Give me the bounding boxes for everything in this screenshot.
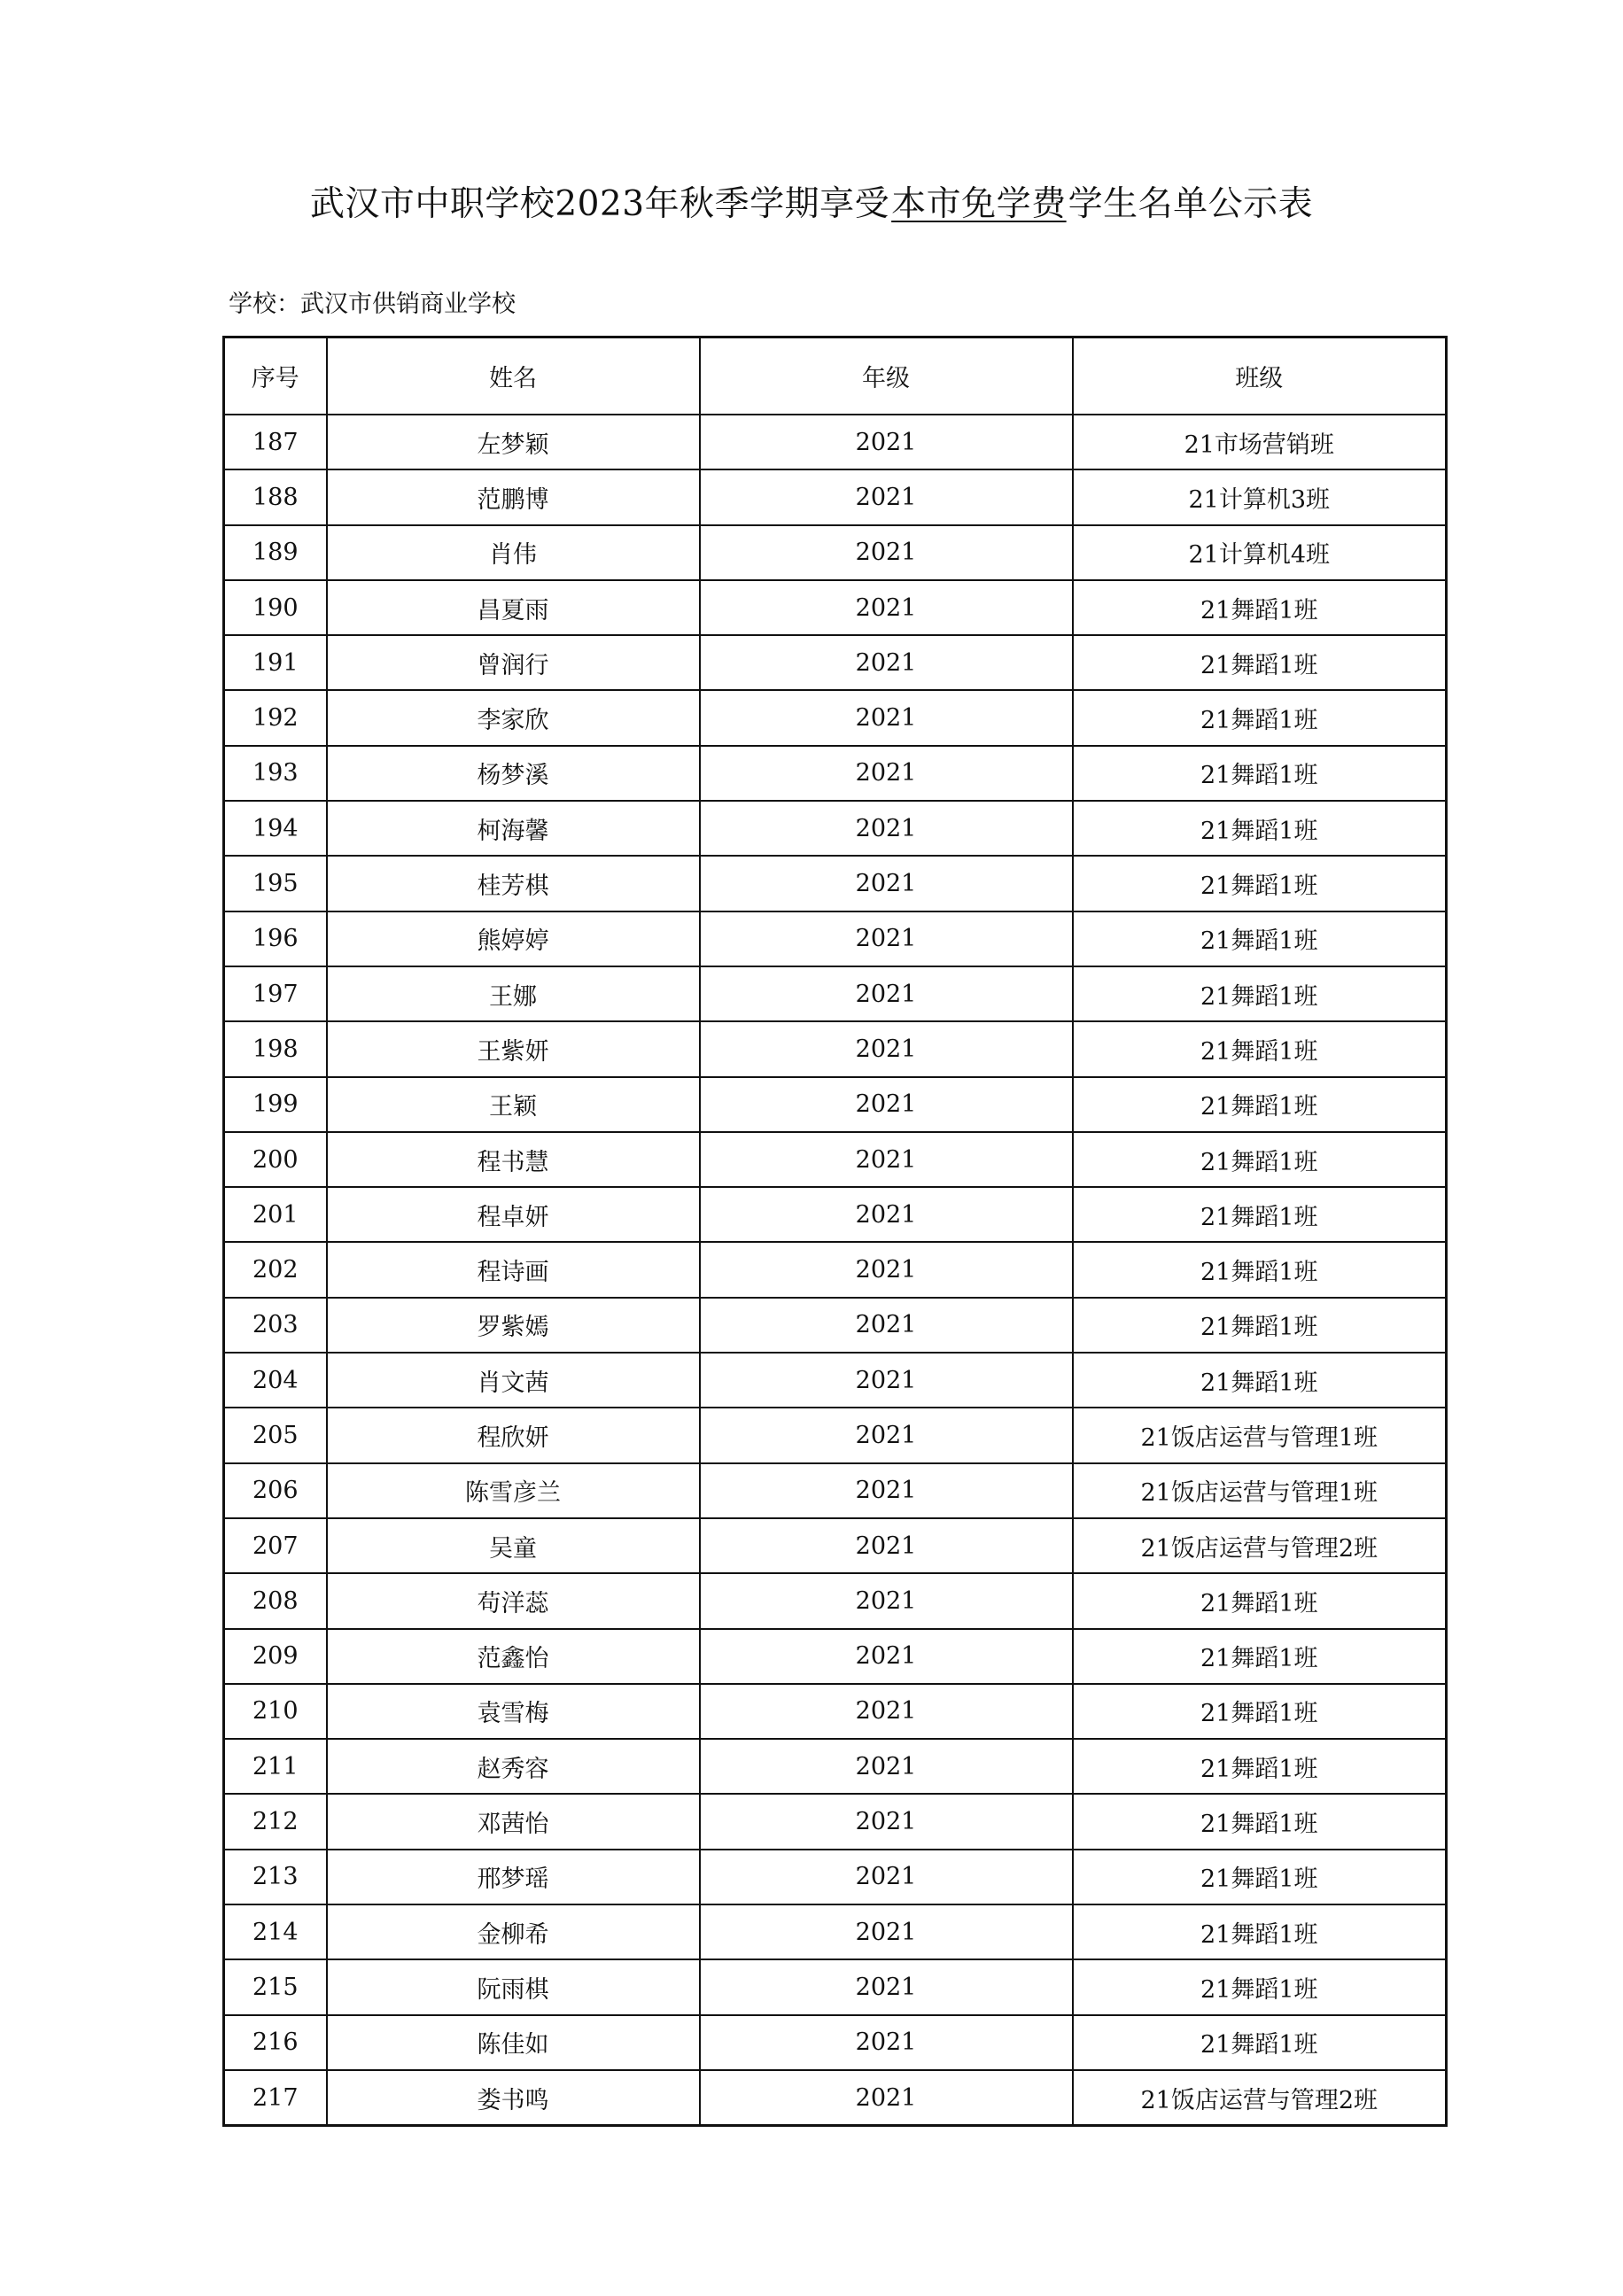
cell-class: 21舞蹈1班 bbox=[1073, 1077, 1447, 1132]
cell-grade: 2021 bbox=[700, 746, 1073, 801]
cell-class: 21舞蹈1班 bbox=[1073, 2015, 1447, 2070]
cell-class: 21舞蹈1班 bbox=[1073, 1850, 1447, 1904]
cell-grade: 2021 bbox=[700, 1684, 1073, 1739]
cell-student-name: 王紫妍 bbox=[327, 1021, 700, 1076]
cell-grade: 2021 bbox=[700, 1629, 1073, 1684]
cell-serial-number: 217 bbox=[224, 2070, 327, 2126]
cell-serial-number: 206 bbox=[224, 1463, 327, 1518]
cell-student-name: 柯海馨 bbox=[327, 801, 700, 856]
cell-class: 21舞蹈1班 bbox=[1073, 1021, 1447, 1076]
cell-class: 21舞蹈1班 bbox=[1073, 1242, 1447, 1297]
cell-class: 21饭店运营与管理2班 bbox=[1073, 2070, 1447, 2126]
cell-serial-number: 203 bbox=[224, 1298, 327, 1353]
header-serial-number: 序号 bbox=[224, 337, 327, 415]
table-row bbox=[224, 911, 1447, 966]
cell-class: 21计算机3班 bbox=[1073, 469, 1447, 524]
school-label: 学校： bbox=[229, 291, 300, 318]
cell-student-name: 王颖 bbox=[327, 1077, 700, 1132]
cell-class: 21舞蹈1班 bbox=[1073, 635, 1447, 690]
cell-serial-number: 189 bbox=[224, 525, 327, 580]
table-row bbox=[224, 966, 1447, 1021]
cell-serial-number: 209 bbox=[224, 1629, 327, 1684]
cell-grade: 2021 bbox=[700, 1518, 1073, 1573]
cell-serial-number: 198 bbox=[224, 1021, 327, 1076]
table-row bbox=[224, 746, 1447, 801]
header-grade: 年级 bbox=[700, 337, 1073, 415]
cell-serial-number: 213 bbox=[224, 1850, 327, 1904]
cell-serial-number: 188 bbox=[224, 469, 327, 524]
cell-grade: 2021 bbox=[700, 911, 1073, 966]
cell-grade: 2021 bbox=[700, 415, 1073, 469]
title-underlined-term: 本市免学费 bbox=[891, 184, 1067, 224]
cell-serial-number: 193 bbox=[224, 746, 327, 801]
cell-serial-number: 200 bbox=[224, 1132, 327, 1187]
cell-class: 21舞蹈1班 bbox=[1073, 1959, 1447, 2014]
cell-grade: 2021 bbox=[700, 1408, 1073, 1462]
table-row bbox=[224, 1518, 1447, 1573]
cell-serial-number: 207 bbox=[224, 1518, 327, 1573]
cell-grade: 2021 bbox=[700, 966, 1073, 1021]
table-row bbox=[224, 801, 1447, 856]
cell-class: 21舞蹈1班 bbox=[1073, 746, 1447, 801]
cell-student-name: 肖文茜 bbox=[327, 1353, 700, 1408]
cell-serial-number: 195 bbox=[224, 856, 327, 911]
cell-serial-number: 204 bbox=[224, 1353, 327, 1408]
cell-class: 21饭店运营与管理1班 bbox=[1073, 1463, 1447, 1518]
cell-grade: 2021 bbox=[700, 1187, 1073, 1242]
cell-student-name: 程卓妍 bbox=[327, 1187, 700, 1242]
cell-grade: 2021 bbox=[700, 525, 1073, 580]
cell-grade: 2021 bbox=[700, 469, 1073, 524]
cell-student-name: 范鑫怡 bbox=[327, 1629, 700, 1684]
cell-serial-number: 201 bbox=[224, 1187, 327, 1242]
table-row bbox=[224, 2070, 1447, 2126]
cell-student-name: 邢梦瑶 bbox=[327, 1850, 700, 1904]
cell-grade: 2021 bbox=[700, 1353, 1073, 1408]
table-row bbox=[224, 1298, 1447, 1353]
cell-grade: 2021 bbox=[700, 1850, 1073, 1904]
table-header-row bbox=[224, 337, 1447, 415]
cell-serial-number: 211 bbox=[224, 1739, 327, 1794]
cell-grade: 2021 bbox=[700, 1132, 1073, 1187]
table-row bbox=[224, 1629, 1447, 1684]
table-row bbox=[224, 1242, 1447, 1297]
cell-class: 21舞蹈1班 bbox=[1073, 1298, 1447, 1353]
cell-student-name: 范鹏博 bbox=[327, 469, 700, 524]
cell-serial-number: 208 bbox=[224, 1573, 327, 1628]
cell-serial-number: 197 bbox=[224, 966, 327, 1021]
cell-student-name: 赵秀容 bbox=[327, 1739, 700, 1794]
student-roster-table bbox=[222, 336, 1448, 2127]
cell-student-name: 吴童 bbox=[327, 1518, 700, 1573]
cell-serial-number: 210 bbox=[224, 1684, 327, 1739]
cell-grade: 2021 bbox=[700, 801, 1073, 856]
title-prefix: 武汉市中职学校2023年秋季学期享受 bbox=[309, 184, 890, 224]
cell-class: 21舞蹈1班 bbox=[1073, 1187, 1447, 1242]
cell-grade: 2021 bbox=[700, 1077, 1073, 1132]
cell-grade: 2021 bbox=[700, 2015, 1073, 2070]
cell-serial-number: 216 bbox=[224, 2015, 327, 2070]
cell-student-name: 杨梦溪 bbox=[327, 746, 700, 801]
cell-class: 21舞蹈1班 bbox=[1073, 1904, 1447, 1959]
cell-class: 21舞蹈1班 bbox=[1073, 1132, 1447, 1187]
cell-student-name: 袁雪梅 bbox=[327, 1684, 700, 1739]
cell-class: 21市场营销班 bbox=[1073, 415, 1447, 469]
table-row bbox=[224, 1684, 1447, 1739]
cell-student-name: 程诗画 bbox=[327, 1242, 700, 1297]
cell-class: 21饭店运营与管理2班 bbox=[1073, 1518, 1447, 1573]
table-row bbox=[224, 1739, 1447, 1794]
cell-student-name: 邓茜怡 bbox=[327, 1794, 700, 1849]
title-suffix: 学生名单公示表 bbox=[1068, 184, 1314, 224]
table-row bbox=[224, 1463, 1447, 1518]
table-row bbox=[224, 1187, 1447, 1242]
cell-student-name: 曾润行 bbox=[327, 635, 700, 690]
cell-serial-number: 187 bbox=[224, 415, 327, 469]
cell-student-name: 苟洋蕊 bbox=[327, 1573, 700, 1628]
cell-grade: 2021 bbox=[700, 1298, 1073, 1353]
cell-student-name: 桂芳棋 bbox=[327, 856, 700, 911]
table-row bbox=[224, 1132, 1447, 1187]
table-row bbox=[224, 2015, 1447, 2070]
cell-student-name: 陈佳如 bbox=[327, 2015, 700, 2070]
cell-student-name: 肖伟 bbox=[327, 525, 700, 580]
cell-serial-number: 196 bbox=[224, 911, 327, 966]
table-row bbox=[224, 580, 1447, 635]
cell-serial-number: 194 bbox=[224, 801, 327, 856]
cell-class: 21饭店运营与管理1班 bbox=[1073, 1408, 1447, 1462]
cell-serial-number: 215 bbox=[224, 1959, 327, 2014]
table-row bbox=[224, 856, 1447, 911]
cell-student-name: 阮雨棋 bbox=[327, 1959, 700, 2014]
cell-student-name: 程欣妍 bbox=[327, 1408, 700, 1462]
table-row bbox=[224, 1850, 1447, 1904]
table-body bbox=[224, 415, 1447, 2126]
cell-student-name: 左梦颖 bbox=[327, 415, 700, 469]
cell-student-name: 罗紫嫣 bbox=[327, 1298, 700, 1353]
table-row bbox=[224, 1077, 1447, 1132]
cell-grade: 2021 bbox=[700, 1573, 1073, 1628]
cell-student-name: 王娜 bbox=[327, 966, 700, 1021]
school-name: 武汉市供销商业学校 bbox=[300, 291, 516, 318]
cell-grade: 2021 bbox=[700, 690, 1073, 745]
cell-class: 21舞蹈1班 bbox=[1073, 801, 1447, 856]
cell-grade: 2021 bbox=[700, 1242, 1073, 1297]
cell-student-name: 金柳希 bbox=[327, 1904, 700, 1959]
table-row bbox=[224, 469, 1447, 524]
table-row bbox=[224, 1021, 1447, 1076]
cell-serial-number: 202 bbox=[224, 1242, 327, 1297]
cell-serial-number: 214 bbox=[224, 1904, 327, 1959]
cell-serial-number: 212 bbox=[224, 1794, 327, 1849]
table-row bbox=[224, 635, 1447, 690]
header-name: 姓名 bbox=[327, 337, 700, 415]
table-row bbox=[224, 1573, 1447, 1628]
cell-student-name: 程书慧 bbox=[327, 1132, 700, 1187]
table-row bbox=[224, 1353, 1447, 1408]
cell-student-name: 李家欣 bbox=[327, 690, 700, 745]
cell-class: 21计算机4班 bbox=[1073, 525, 1447, 580]
cell-class: 21舞蹈1班 bbox=[1073, 1794, 1447, 1849]
cell-class: 21舞蹈1班 bbox=[1073, 1739, 1447, 1794]
header-class: 班级 bbox=[1073, 337, 1447, 415]
page-title bbox=[0, 182, 1623, 228]
cell-serial-number: 205 bbox=[224, 1408, 327, 1462]
school-line bbox=[229, 289, 516, 321]
cell-grade: 2021 bbox=[700, 1021, 1073, 1076]
cell-grade: 2021 bbox=[700, 1794, 1073, 1849]
cell-serial-number: 191 bbox=[224, 635, 327, 690]
cell-class: 21舞蹈1班 bbox=[1073, 911, 1447, 966]
cell-grade: 2021 bbox=[700, 1739, 1073, 1794]
table-row bbox=[224, 1794, 1447, 1849]
cell-grade: 2021 bbox=[700, 580, 1073, 635]
table-row bbox=[224, 525, 1447, 580]
cell-class: 21舞蹈1班 bbox=[1073, 856, 1447, 911]
table-row bbox=[224, 1904, 1447, 1959]
cell-class: 21舞蹈1班 bbox=[1073, 1684, 1447, 1739]
cell-serial-number: 190 bbox=[224, 580, 327, 635]
table-row bbox=[224, 1408, 1447, 1462]
cell-class: 21舞蹈1班 bbox=[1073, 1573, 1447, 1628]
cell-grade: 2021 bbox=[700, 1904, 1073, 1959]
cell-grade: 2021 bbox=[700, 2070, 1073, 2126]
table-row bbox=[224, 1959, 1447, 2014]
table-row bbox=[224, 415, 1447, 469]
cell-serial-number: 199 bbox=[224, 1077, 327, 1132]
cell-class: 21舞蹈1班 bbox=[1073, 966, 1447, 1021]
cell-class: 21舞蹈1班 bbox=[1073, 690, 1447, 745]
cell-student-name: 陈雪彦兰 bbox=[327, 1463, 700, 1518]
cell-student-name: 娄书鸣 bbox=[327, 2070, 700, 2126]
cell-grade: 2021 bbox=[700, 1463, 1073, 1518]
cell-grade: 2021 bbox=[700, 856, 1073, 911]
cell-class: 21舞蹈1班 bbox=[1073, 580, 1447, 635]
table-row bbox=[224, 690, 1447, 745]
cell-grade: 2021 bbox=[700, 635, 1073, 690]
cell-student-name: 昌夏雨 bbox=[327, 580, 700, 635]
cell-student-name: 熊婷婷 bbox=[327, 911, 700, 966]
cell-grade: 2021 bbox=[700, 1959, 1073, 2014]
cell-class: 21舞蹈1班 bbox=[1073, 1353, 1447, 1408]
cell-serial-number: 192 bbox=[224, 690, 327, 745]
cell-class: 21舞蹈1班 bbox=[1073, 1629, 1447, 1684]
